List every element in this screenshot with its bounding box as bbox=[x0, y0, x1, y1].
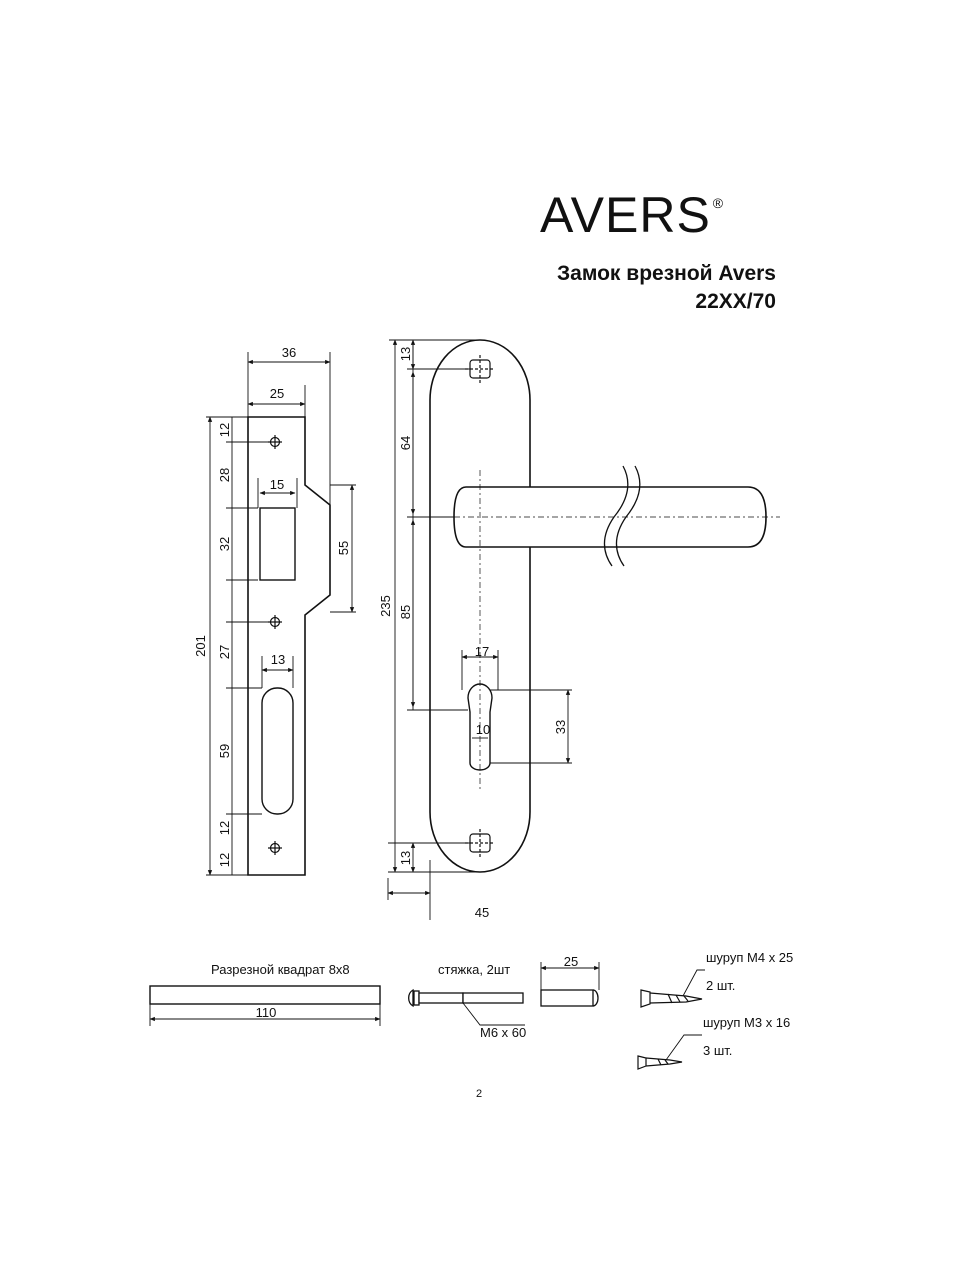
dim-cylinder-height-33: 33 bbox=[553, 719, 568, 735]
dim-handle-top-13: 13 bbox=[398, 346, 413, 362]
screw-hole-middle bbox=[268, 615, 282, 629]
screw-m4 bbox=[641, 970, 705, 1007]
dim-segment-28: 28 bbox=[217, 467, 232, 483]
screw1-label: шуруп М4 х 25 bbox=[706, 950, 794, 965]
connecting-bolt bbox=[409, 990, 525, 1025]
strike-plate bbox=[248, 417, 330, 875]
screw1-qty: 2 шт. bbox=[706, 978, 736, 993]
strike-plate-outline bbox=[248, 417, 330, 875]
bolt-label: стяжка, 2шт bbox=[438, 962, 511, 977]
dim-handle-bottom-13: 13 bbox=[398, 850, 413, 866]
sleeve-length-25: 25 bbox=[563, 954, 579, 969]
screw-m3 bbox=[638, 1035, 702, 1069]
bolt-size: М6 х 60 bbox=[480, 1025, 527, 1040]
dim-strike-width-25: 25 bbox=[269, 386, 285, 401]
dim-segment-27: 27 bbox=[217, 644, 232, 660]
dim-cylinder-neck-10: 10 bbox=[475, 722, 491, 737]
dim-handle-height-235: 235 bbox=[378, 595, 393, 617]
strike-slot bbox=[260, 508, 295, 580]
screw2-qty: 3 шт. bbox=[703, 1043, 733, 1058]
dim-long-slot-height-59: 59 bbox=[217, 743, 232, 759]
dim-slot-height-32: 32 bbox=[217, 536, 232, 552]
dim-plate-width-45: 45 bbox=[474, 905, 490, 920]
spindle-length-110: 110 bbox=[255, 1005, 277, 1020]
title-line-2: 22XX/70 bbox=[695, 290, 776, 313]
screw-hole-bottom bbox=[268, 841, 282, 855]
dim-handle-64: 64 bbox=[398, 435, 413, 451]
spindle-label: Разрезной квадрат 8x8 bbox=[211, 962, 350, 977]
dim-tab-height-55: 55 bbox=[336, 540, 351, 556]
dim-strike-height-201: 201 bbox=[193, 635, 208, 657]
logo-text: AVERS bbox=[540, 187, 711, 243]
registered-mark: ® bbox=[712, 195, 725, 211]
handle-plate bbox=[430, 340, 766, 872]
screw2-label: шуруп М3 х 16 bbox=[703, 1015, 791, 1030]
page-number: 2 bbox=[476, 1088, 483, 1100]
dim-cylinder-width-17: 17 bbox=[474, 644, 490, 659]
dim-gap-12: 12 bbox=[217, 820, 232, 836]
dim-handle-85: 85 bbox=[398, 604, 413, 620]
title-line-1: Замок врезной Avers bbox=[557, 262, 776, 285]
strike-long-slot bbox=[262, 688, 293, 814]
screw-hole-top bbox=[268, 435, 282, 449]
dim-hole-offset-bottom-12: 12 bbox=[217, 852, 232, 868]
dim-long-slot-width-13: 13 bbox=[270, 652, 286, 667]
dim-slot-width-15: 15 bbox=[269, 477, 285, 492]
dim-strike-width-36: 36 bbox=[281, 345, 297, 360]
dim-hole-offset-top-12: 12 bbox=[217, 422, 232, 438]
